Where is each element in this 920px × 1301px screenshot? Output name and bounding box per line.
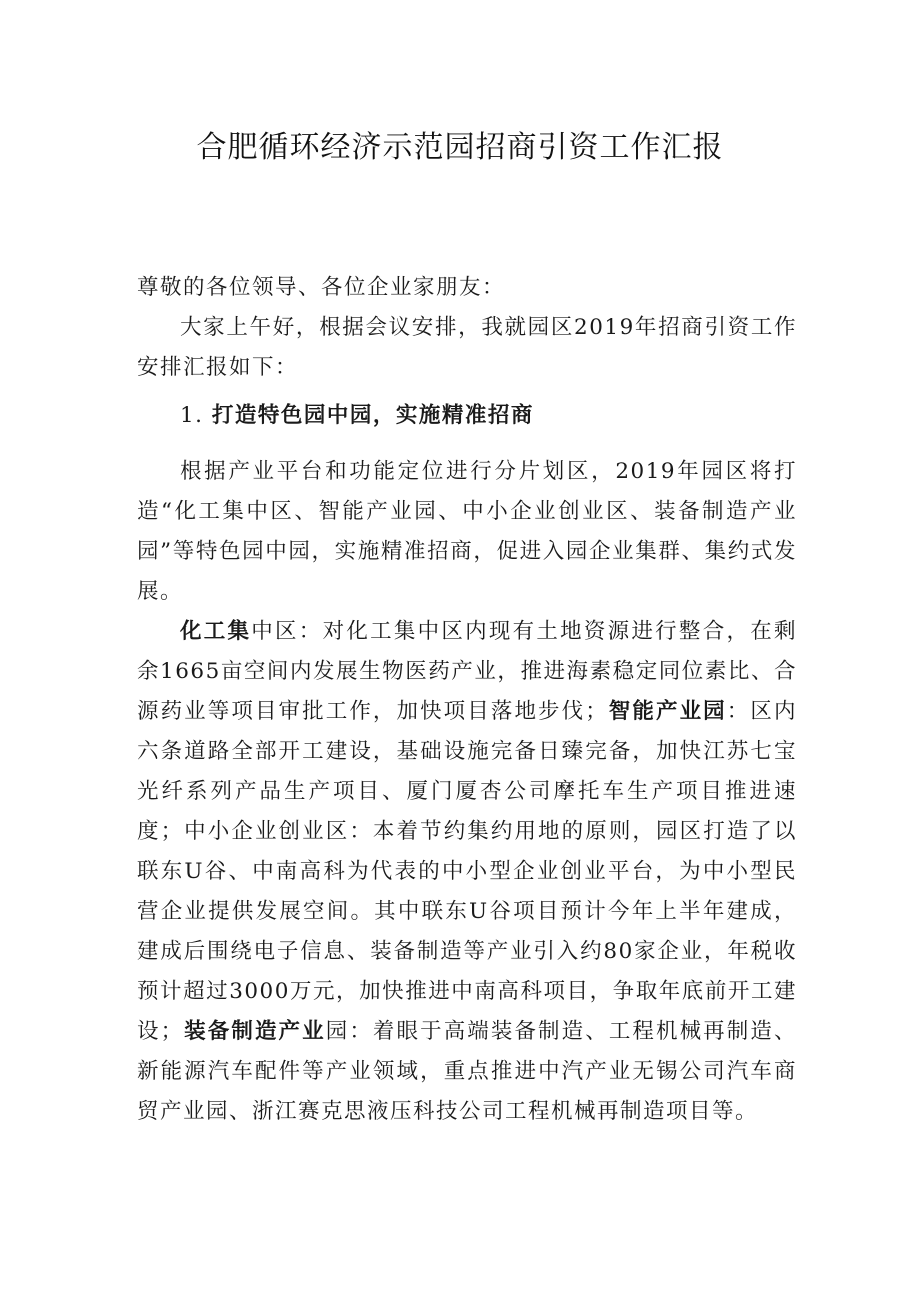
equip-park-label-rest: 园： xyxy=(325,1019,373,1044)
chem-zone-text: 对化工集中区内现有土地资源进行整合，在剩余1665亩空间内发展生物医药产业，推进海素稳定同位素比、合源药业等项目审批工作，加快项目落地步伐； xyxy=(137,619,797,724)
section-heading xyxy=(137,396,797,436)
smart-park-colon: ： xyxy=(726,699,751,724)
paragraph-zones xyxy=(137,612,797,1132)
document-title: 合肥循环经济示范园招商引资工作汇报 xyxy=(196,130,724,165)
equip-park-label-bold: 装备制造产业 xyxy=(183,1019,326,1044)
smart-park-text: 区内六条道路全部开工建设，基础设施完备日臻完备，加快江苏七宝光纤系列产品生产项目、厦门厦杏公司摩托车生产项目推进速度； xyxy=(137,699,797,844)
smart-park-label: 智能产业园 xyxy=(608,699,727,724)
greeting-line: 尊敬的各位领导、各位企业家朋友： xyxy=(137,275,506,300)
chem-zone-label-rest: 中区： xyxy=(251,619,323,644)
paragraph-overview: 根据产业平台和功能定位进行分片划区，2019年园区将打造“化工集中区、智能产业园、中小企业创业区、装备制造产业园”等特色园中园，实施精准招商，促进入园企业集群、集约式发展。 xyxy=(137,459,797,604)
section-number: 1. xyxy=(180,403,204,428)
document-body xyxy=(137,268,797,1132)
sme-zone-label: 中小企业创业区： xyxy=(183,819,373,844)
section-heading-text: 打造特色园中园，实施精准招商 xyxy=(211,403,534,428)
equip-park-text: 着眼于高端装备制造、工程机械再制造、新能源汽车配件等产业领域，重点推进中汽产业无锡公司汽车商贸产业园、浙江赛克思液压科技公司工程机械再制造项目等。 xyxy=(137,1019,797,1124)
intro-paragraph: 大家上午好，根据会议安排，我就园区2019年招商引资工作安排汇报如下： xyxy=(137,315,797,380)
chem-zone-label-bold: 化工集 xyxy=(180,619,252,644)
sme-zone-text: 本着节约集约用地的原则，园区打造了以联东U谷、中南高科为代表的中小型企业创业平台，为中小型民营企业提供发展空间。其中联东U谷项目预计今年上半年建成，建成后围绕电子信息、装备制造等产业引入约80家企业，年税收预计超过3000万元，加快推进中南高科项目，争取年底前开工建设； xyxy=(137,819,797,1044)
